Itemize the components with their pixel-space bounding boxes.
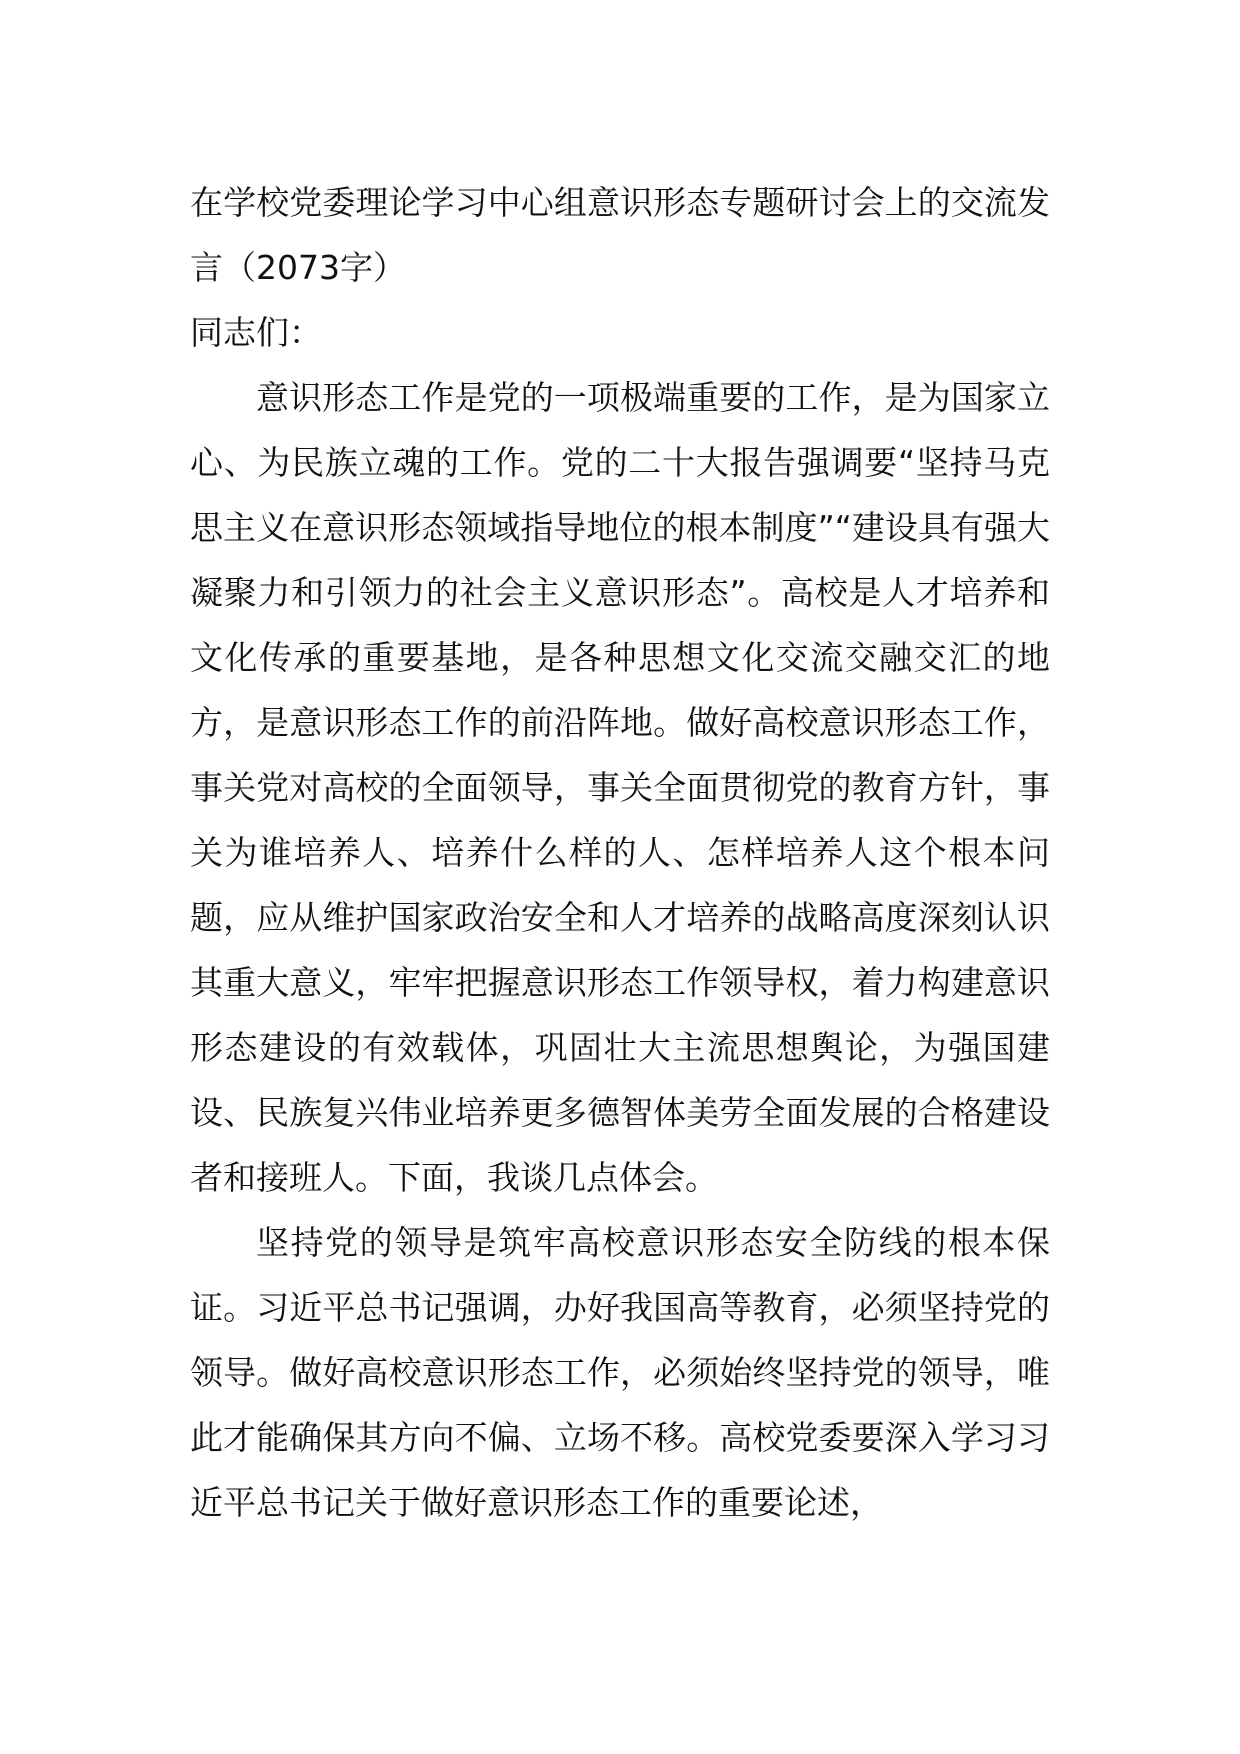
paragraph-2: 坚持党的领导是筑牢高校意识形态安全防线的根本保证。习近平总书记强调，办好我国高等教育，必须坚持党的领导。做好高校意识形态工作，必须始终坚持党的领导，唯此才能确保其方向不偏、立场不移。高校党委要深入学习习近平总书记关于做好意识形态工作的重要论述，	[190, 1223, 1050, 1522]
document-page	[190, 170, 1050, 1535]
document-title: 在学校党委理论学习中心组意识形态专题研讨会上的交流发言（2073字）	[190, 183, 1050, 287]
salutation: 同志们：	[190, 313, 322, 352]
paragraph-1: 意识形态工作是党的一项极端重要的工作，是为国家立心、为民族立魂的工作。党的二十大报告强调要“坚持马克思主义在意识形态领域指导地位的根本制度”“建设具有强大凝聚力和引领力的社会主义意识形态”。高校是人才培养和文化传承的重要基地，是各种思想文化交流交融交汇的地方，是意识形态工作的前沿阵地。做好高校意识形态工作，事关党对高校的全面领导，事关全面贯彻党的教育方针，事关为谁培养人、培养什么样的人、怎样培养人这个根本问题，应从维护国家政治安全和人才培养的战略高度深刻认识其重大意义，牢牢把握意识形态工作领导权，着力构建意识形态建设的有效载体，巩固壮大主流思想舆论，为强国建设、民族复兴伟业培养更多德智体美劳全面发展的合格建设者和接班人。下面，我谈几点体会。	[190, 378, 1050, 1197]
